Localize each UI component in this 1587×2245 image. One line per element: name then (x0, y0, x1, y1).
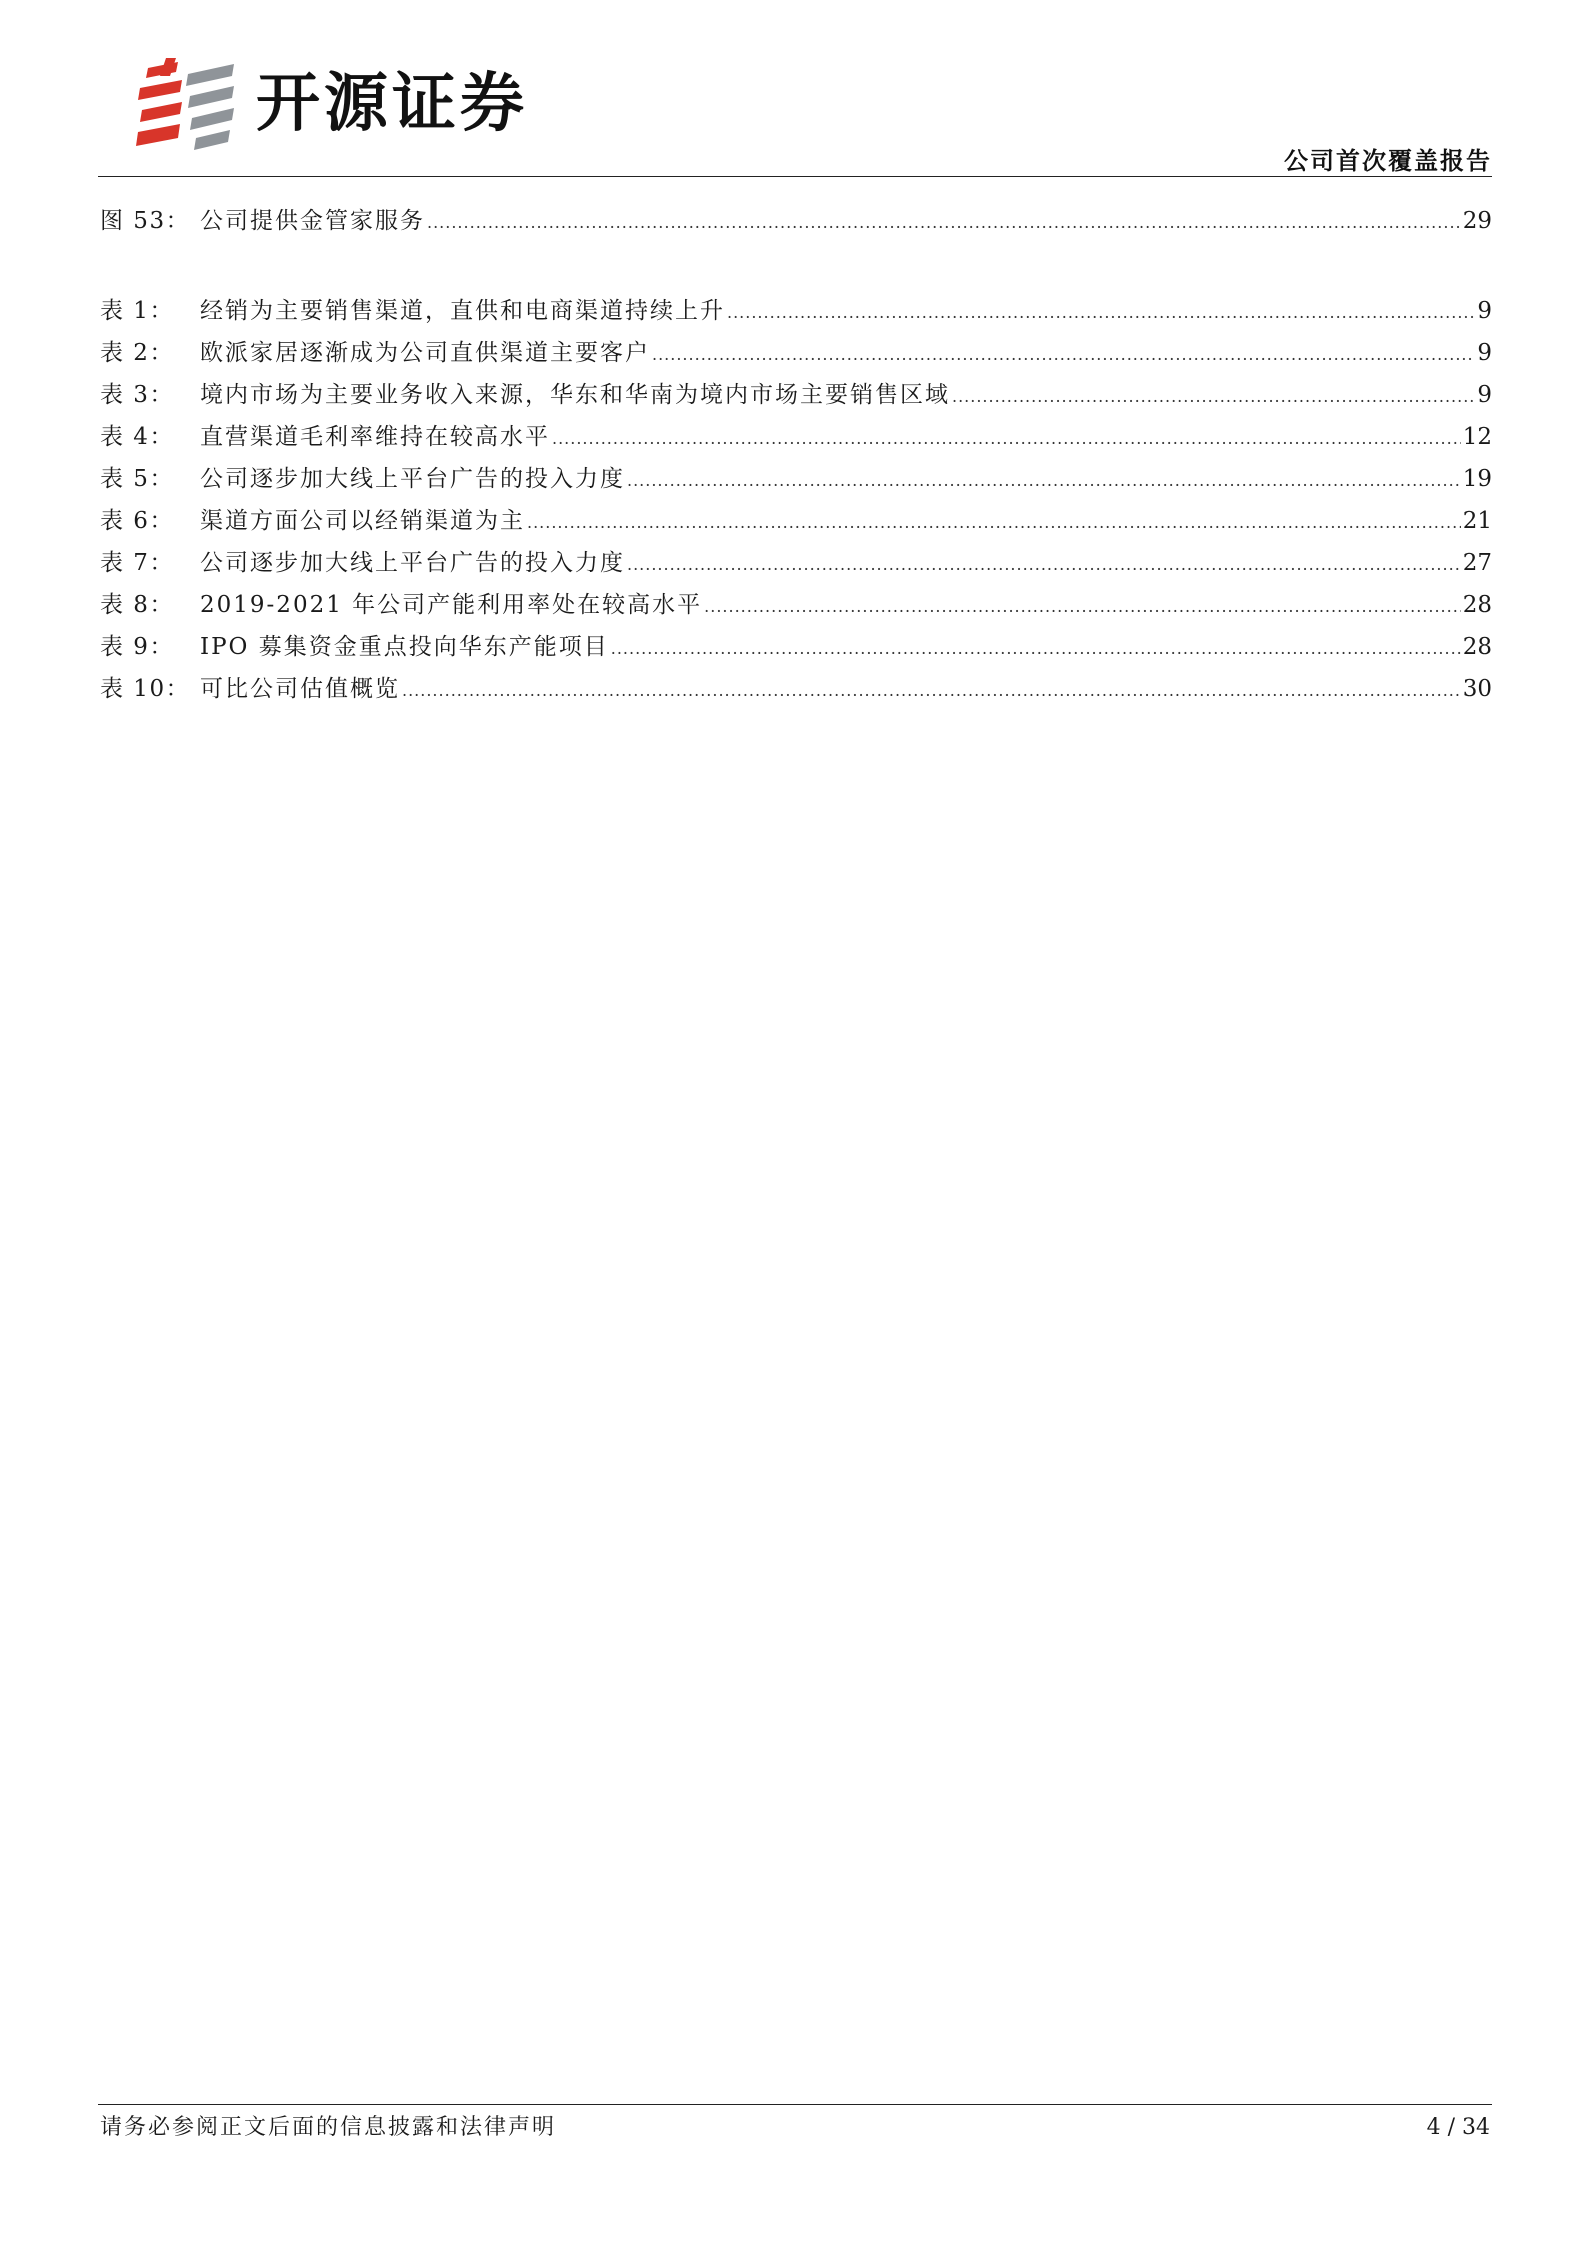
toc-leader (552, 416, 1461, 460)
toc-label: 表 5： (100, 466, 174, 492)
toc-entry[interactable] (100, 290, 1492, 332)
toc-label: 表 9： (100, 634, 174, 660)
toc-page[interactable]: 30 (1462, 676, 1492, 702)
toc-page[interactable]: 9 (1477, 382, 1492, 408)
figure-list (100, 200, 1492, 242)
toc-title[interactable]: 2019-2021 年公司产能利用率处在较高水平 (200, 592, 703, 618)
toc-label: 图 53： (100, 208, 191, 234)
toc-leader (402, 668, 1461, 712)
toc-page[interactable]: 9 (1477, 340, 1492, 366)
toc-entry[interactable] (100, 416, 1492, 458)
table-list (100, 290, 1492, 710)
toc-title[interactable]: 公司提供金管家服务 (200, 208, 425, 234)
toc-label: 表 2： (100, 340, 174, 366)
toc-label: 表 6： (100, 508, 174, 534)
toc-leader (427, 200, 1461, 244)
toc-leader (527, 500, 1461, 544)
toc-label: 表 8： (100, 592, 174, 618)
toc-page[interactable]: 21 (1462, 508, 1492, 534)
toc-leader (627, 542, 1461, 586)
toc-label: 表 1： (100, 298, 174, 324)
toc-page[interactable]: 29 (1462, 208, 1492, 234)
toc-entry[interactable] (100, 200, 1492, 242)
toc-page[interactable]: 19 (1462, 466, 1492, 492)
toc-label: 表 3： (100, 382, 174, 408)
toc-title[interactable]: 经销为主要销售渠道，直供和电商渠道持续上升 (200, 298, 725, 324)
toc-entry[interactable] (100, 374, 1492, 416)
toc-page[interactable]: 27 (1462, 550, 1492, 576)
toc-leader (627, 458, 1461, 502)
toc-entry[interactable] (100, 500, 1492, 542)
toc-title[interactable]: 欧派家居逐渐成为公司直供渠道主要客户 (200, 340, 650, 366)
toc-entry[interactable] (100, 584, 1492, 626)
toc-page[interactable]: 12 (1462, 424, 1492, 450)
toc-page[interactable]: 28 (1462, 592, 1492, 618)
toc-title[interactable]: 直营渠道毛利率维持在较高水平 (200, 424, 550, 450)
toc-label: 表 7： (100, 550, 174, 576)
toc-title[interactable]: 公司逐步加大线上平台广告的投入力度 (200, 466, 625, 492)
toc-label: 表 4： (100, 424, 174, 450)
toc-title[interactable]: 可比公司估值概览 (200, 676, 400, 702)
toc-leader (611, 626, 1461, 670)
toc-leader (704, 584, 1461, 628)
kaiyuan-logo-icon (136, 58, 244, 150)
toc-title[interactable]: IPO 募集资金重点投向华东产能项目 (200, 634, 609, 660)
toc-entry[interactable] (100, 458, 1492, 500)
toc-entry[interactable] (100, 332, 1492, 374)
brand-name: 开源证券 (256, 67, 528, 141)
toc-title[interactable]: 渠道方面公司以经销渠道为主 (200, 508, 525, 534)
toc-leader (727, 290, 1475, 334)
report-type: 公司首次覆盖报告 (1284, 147, 1492, 175)
page-number: 4 / 34 (1426, 2115, 1490, 2140)
footer-divider (98, 2104, 1492, 2105)
toc-entry[interactable] (100, 668, 1492, 710)
page-header (98, 52, 1492, 178)
toc-leader (652, 332, 1475, 376)
toc-page[interactable]: 28 (1462, 634, 1492, 660)
toc-entry[interactable] (100, 542, 1492, 584)
toc-page[interactable]: 9 (1477, 298, 1492, 324)
toc-leader (952, 374, 1475, 418)
toc-entry[interactable] (100, 626, 1492, 668)
toc-title[interactable]: 公司逐步加大线上平台广告的投入力度 (200, 550, 625, 576)
toc-title[interactable]: 境内市场为主要业务收入来源，华东和华南为境内市场主要销售区域 (200, 382, 950, 408)
header-divider (98, 176, 1492, 177)
toc-label: 表 10： (100, 676, 191, 702)
disclaimer-note: 请务必参阅正文后面的信息披露和法律声明 (100, 2115, 557, 2140)
